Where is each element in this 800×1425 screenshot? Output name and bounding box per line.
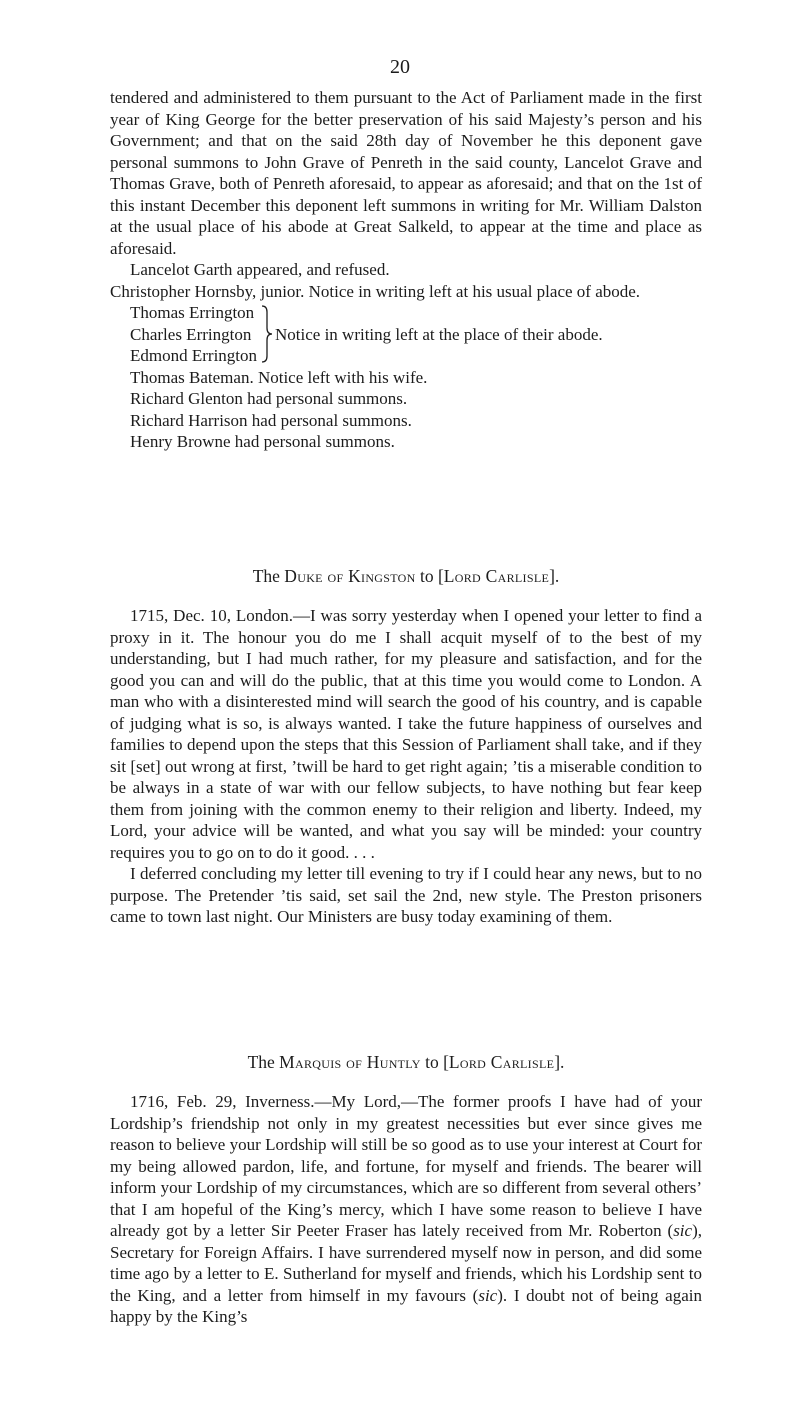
glenton-entry: Richard Glenton had personal summons. <box>130 389 408 408</box>
hornsby-entry: Christopher Hornsby, junior. Notice in writing left at his usual place of abode. <box>110 281 641 301</box>
letter-paragraph: I deferred concluding my letter till evening to try if I could hear any news, but to no purpose. The Pretender ’tis said, set sail the 2nd, new style. The Preston prisoners came to town last night. Our Ministers are busy today examining of them. <box>110 864 702 926</box>
bateman-entry: Thomas Bateman. Notice left with his wife. <box>130 367 428 387</box>
right-brace-icon <box>261 304 273 364</box>
letter-body-kingston <box>110 605 702 928</box>
errington-name: Edmond Errington <box>130 346 258 365</box>
page-number: 20 <box>390 56 410 78</box>
letter-body-huntly <box>110 1091 702 1328</box>
errington-name: Charles Errington <box>130 324 252 344</box>
recipient-name: Lord Carlisle <box>448 1052 555 1072</box>
letter-heading-kingston: The Duke of Kingston to [Lord Carlisle]. <box>252 566 560 586</box>
errington-name: Thomas Errington <box>130 303 255 322</box>
deposition-paragraph: tendered and administered to them pursuant to the Act of Parliament made in the first year of King George for the better preservation of his said Majesty’s person and his Government; and that on the said 28th day of November he this deponent gave personal summons to John Grave of Penreth in the said county, Lancelot Grave and Thomas Grave, both of Penreth aforesaid, to appear as aforesaid; and that on the 1st of this instant December this deponent left summons in writing for Mr. William Dalston at the usual place of his abode at Great Salkeld, to appear at the time and place as aforesaid. <box>110 88 702 258</box>
letter-paragraph: 1716, Feb. 29, Inverness.—My Lord,—The former proofs I have had of your Lordship’s friendship not only in my greatest necessities but ever since gives me reason to believe your Lordship will still be so good as to use your interest at Court for my being allowed pardon, life, and fortune, for myself and friends. The bearer will inform your Lordship of my circumstances, which are so different from several others’ that I am hopeful of the King’s mercy, which I have some reason to believe I have already got by a letter Sir Peeter Fraser has lately received from Mr. Roberton (sic), Secretary for Foreign Affairs. I have surrendered myself now in person, and did some time ago by a letter to E. Sutherland for myself and friends, which his Lordship sent to the King, and a letter from himself in my favours (sic). I doubt not of being again happy by the King’s <box>110 1092 702 1326</box>
recipient-name: Lord Carlisle <box>443 566 550 586</box>
garth-entry: Lancelot Garth appeared, and refused. <box>130 260 390 279</box>
sic-mark: sic <box>673 1221 693 1240</box>
errington-group <box>110 302 702 367</box>
errington-note: Notice in writing left at the place of their abode. <box>275 324 603 344</box>
browne-entry: Henry Browne had personal summons. <box>130 432 395 451</box>
sender-name: Duke of Kingston <box>284 566 416 586</box>
sic-mark: sic <box>478 1285 498 1305</box>
sender-name: Marquis of Huntly <box>279 1052 421 1072</box>
errington-names <box>110 302 257 367</box>
letter-heading-huntly: The Marquis of Huntly to [Lord Carlisle]. <box>247 1052 565 1072</box>
opening-block <box>110 87 702 453</box>
letter-paragraph: 1715, Dec. 10, London.—I was sorry yesterday when I opened your letter to find a proxy in it. The honour you do me I shall acquit myself of to the best of my understanding, but I had much rather, for my pleasure and satisfaction, and for the good you can and will do the public, that at this time you would come to London. A man who with a disinterested mind will search the good of his country, and is capable of judging what is so, is always wanted. I take the future happiness of ourselves and families to depend upon the steps that this Session of Parliament shall take, and if they sit [set] out wrong at first, ’twill be hard to get right again; ’tis a miserable condition to be always in a state of war with our fellow subjects, to have nothing but fear keep them from joining with the common enemy to their religion and liberty. Indeed, my Lord, your advice will be wanted, and what you say will be minded: your country requires you to go on to do it good. . . . <box>110 606 702 862</box>
harrison-entry: Richard Harrison had personal summons. <box>130 410 412 430</box>
